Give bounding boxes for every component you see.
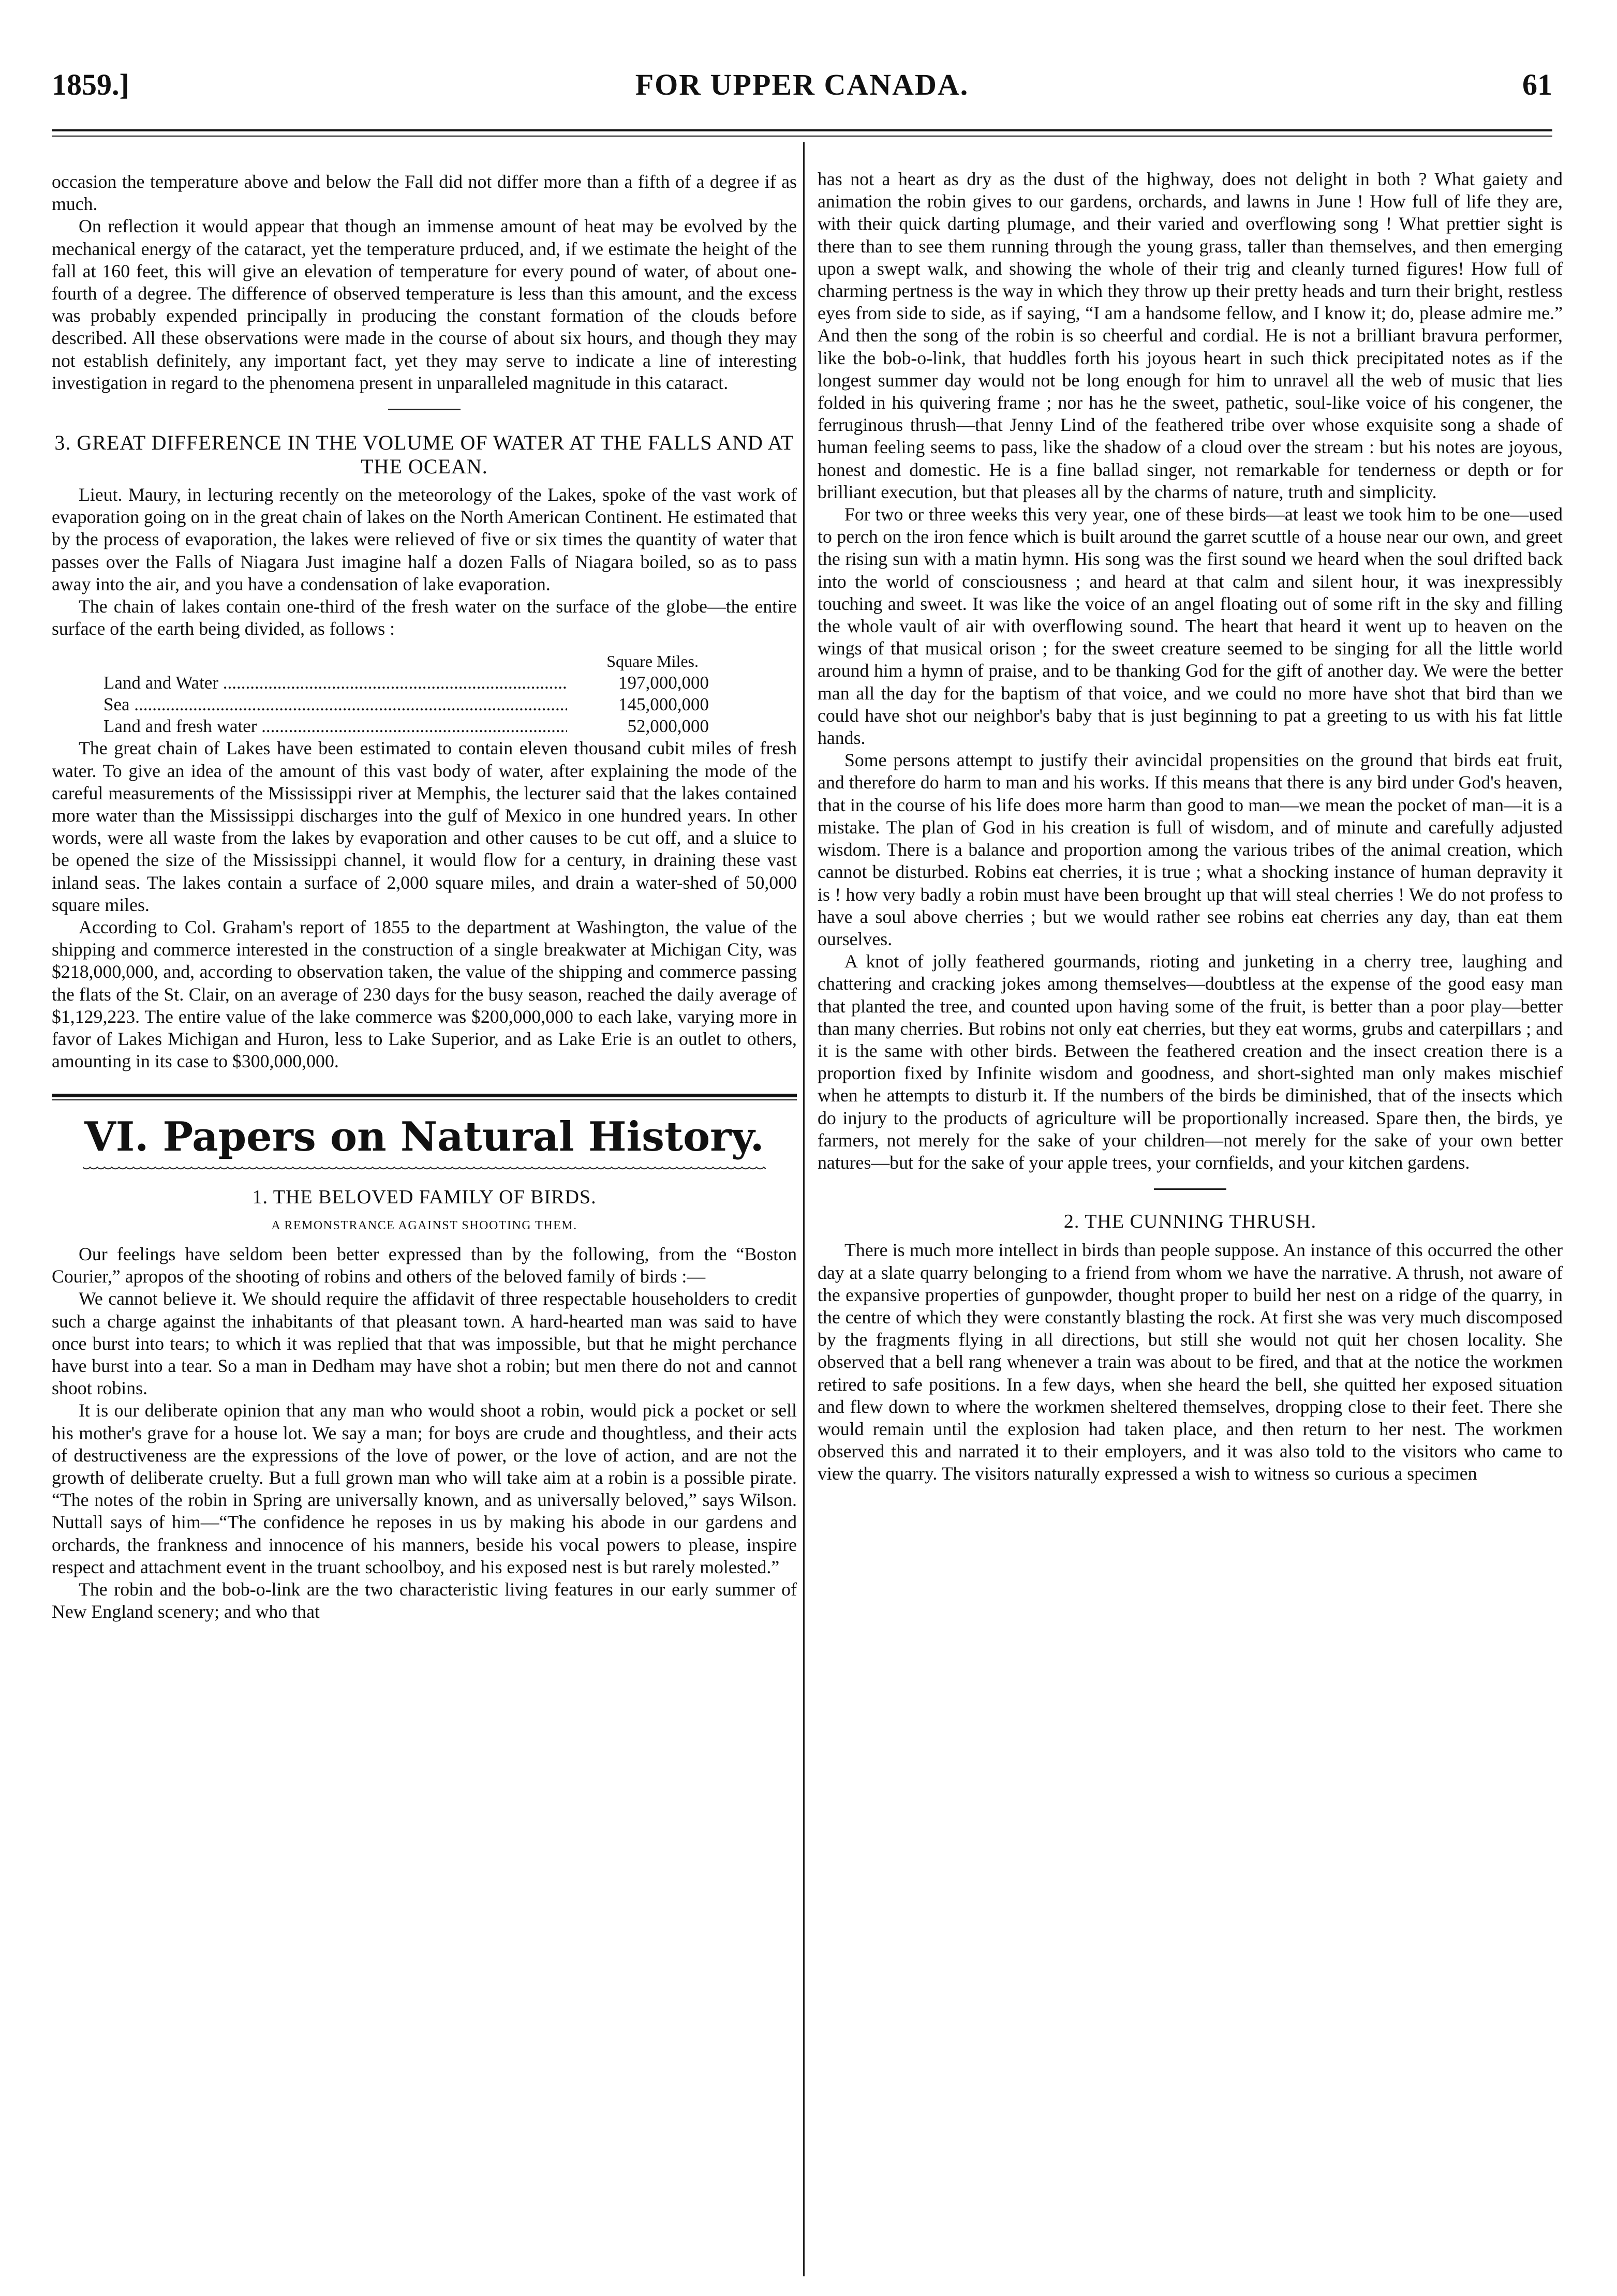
table-row-label: Land and fresh water ..... (103, 715, 567, 737)
paragraph: According to Col. Graham's report of 1855 to the department at Washington, the value of the shipping and commerce interested in the construction of a single breakwater at Michigan City, was $218,000,000, and, according to observation taken, the value of the shipping and commerce passing the flats of the St. Clair, on an average of 230 days for the busy season, reached the daily average of $1,129,223. The entire value of the lake commerce was $200,000,000 to each lake, varying more in favor of Lakes Michigan and Huron, less to Lake Superior, and as Lake Erie is an outlet to others, amounting in its case to $300,000,000. (52, 917, 797, 1072)
header-rule (52, 129, 1552, 131)
header-title: FOR UPPER CANADA. (635, 68, 969, 101)
page-header (52, 67, 1552, 114)
right-column (818, 168, 1563, 2274)
paragraph: There is much more intellect in birds than people suppose. An instance of this occurred the other day at a slate quarry belonging to a friend from whom we have the narrative. A thrush, not aware of the expansive properties of gunpowder, thought proper to build her nest on a ridge of the quarry, in the centre of which they were constantly blasting the rock. At first she was very much discomposed by the fragments flying in all directions, but still she would not quit her chosen locality. She observed that a bell rang whenever a train was about to be fired, and that at the notice the workmen retired to safe positions. In a few days, when she heard the bell, she quitted her exposed situation and flew down to where the workmen sheltered themselves, dropping close to their feet. There she would remain until the explosion had taken place, and then return to her nest. The workmen observed this and narrated it to their employers, and it was also told to the visitors who came to view the quarry. The visitors naturally expressed a wish to witness so curious a specimen (818, 1240, 1563, 1484)
paragraph: Lieut. Maury, in lecturing recently on the meteorology of the Lakes, spoke of the vast work of evaporation going on in the great chain of lakes on the North American Continent. He estimated that by the process of evaporation, the lakes were relieved of five or six times the quantity of water that passes over the Falls of Niagara Just imagine half a dozen Falls of Niagara boiled, so as to pass away into the air, and you have a condensation of lake evaporation. (52, 484, 797, 594)
paragraph: has not a heart as dry as the dust of the highway, does not delight in both ? What gaiety and animation the robin gives to our gardens, orchards, and lawns in June ! How full of life they are, with their quick darting plumage, and their varied and overflowing song ! What prettier sight is there than to see them running through the young grass, taller than themselves, and then emerging upon a swept walk, and showing the whole of their trig and cleanly turned figures! How full of charming pertness is the way in which they throw up their pretty heads and turn their bright, restless eyes from side to side, as if saying, “I am a handsome fellow, and I know it; do, please admire me.” And then the song of the robin is so cheerful and cordial. He is not a brilliant bravura performer, like the bob-o-link, that huddles forth his joyous heart in such thick precipitated notes as if the longest summer day would not be long enough for him to unravel all the web of music that lies folded in his quivering frame ; nor has he the sweet, pathetic, soul-like voice of his congener, the ferruginous thrush—that Jenny Lind of the feathered tribe over whose exquisite song a shade of human feeling seems to pass, like the shadow of a cloud over the stream : but his notes are joyous, honest and domestic. He is a fine ballad singer, not remarkable for tenderness or depth or for brilliant execution, but that pleases all by the charms of nature, truth and simplicity. (818, 169, 1563, 502)
article-heading: 2. THE CUNNING THRUSH. (1063, 1211, 1317, 1233)
section-heading: 3. GREAT DIFFERENCE IN THE VOLUME OF WATER AT THE FALLS AND AT THE OCEAN. (54, 431, 794, 479)
table-row-label: Sea ..... (103, 694, 567, 715)
article-heading: 1. THE BELOVED FAMILY OF BIRDS. (252, 1186, 597, 1208)
wavy-ornament (83, 1166, 766, 1173)
paragraph: We cannot believe it. We should require the affidavit of three respectable householders to credit such a charge against the inhabitants of that pleasant town. A hard-hearted man was said to have once burst into tears; to which it was replied that that was impossible, but that he might perchance have burst into a tear. So a man in Dedham may have shot a robin; but men there do not and cannot shoot robins. (52, 1288, 797, 1399)
table-row (103, 672, 709, 694)
paragraph: For two or three weeks this very year, one of these birds—at least we took him to be one—used to perch on the iron fence which is built around the garret scuttle of a house near our own, and greet the rising sun with a matin hymn. His song was the first sound we heard when the soul drifted back into the world of consciousness ; and heard at that calm and silent hour, it was inexpressibly touching and sweet. It was like the voice of an angel floating out of some rift in the sky and filling the whole vault of air with overflowing sound. The heart that heard it went up to heaven on the wings of that musical orison ; for the sweet creature seemed to be singing for all the little world around him a hymn of praise, and to be thanking God for the gift of another day. We were the better man all the day for the baptism of that voice, and we could no more have shot that bird than we could have shot our neighbor's baby that is just beginning to pat a greeting to us with his fat little hands. (818, 504, 1563, 749)
table-row-value: 52,000,000 (567, 715, 709, 737)
paragraph: It is our deliberate opinion that any man who would shoot a robin, would pick a pocket or sell his mother's grave for a house lot. We say a man; for boys are crude and thoughtless, and their acts of destructiveness are the expressions of the love of power, or the love of action, and are not the growth of deliberate cruelty. But a full grown man who will take aim at a robin is a possible pirate. “The notes of the robin in Spring are universally known, and as universally beloved,” says Wilson. Nuttall says of him—“The confidence he reposes in us by making his abode in our gardens and orchards, the frankness and innocence of his manners, beside his vocal powers to please, inspire respect and attachment event in the truant schoolboy, and his exposed nest is but rarely molested.” (52, 1400, 797, 1577)
paragraph: A knot of jolly feathered gourmands, rioting and junketing in a cherry tree, laughing and chattering and cracking jokes among themselves—doubtless at the expense of the good easy man that planted the tree, and counted upon having some of the fruit, is better than a poor play—better than many cherries. But robins not only eat cherries, but they eat worms, grubs and caterpillars ; and it is the same with other birds. Between the feathered creation and the insect creation there is a proportion fixed by Infinite wisdom and goodness, and short-sighted man only makes mischief when he attempts to disturb it. If the numbers of the birds be diminished, that of the insects which do injury to the products of agriculture will be proportionally increased. Spare then, the birds, ye farmers, not merely for the sake of your children—not merely for the sake of your own better natures—but for the sake of your apple trees, your cornfields, and your kitchen gardens. (818, 951, 1563, 1173)
table-row-label: Land and Water ..... (103, 672, 567, 694)
paragraph: The robin and the bob-o-link are the two characteristic living features in our early summer of New England scenery; and who that (52, 1578, 797, 1622)
table-row (103, 694, 709, 715)
left-column (52, 171, 797, 2271)
paragraph: On reflection it would appear that though an immense amount of heat may be evolved by the mechanical energy of the cataract, yet the temperature prduced, and, if we estimate the height of the fall at 160 feet, this will give an elevation of temperature for every pound of water, of about one-fourth of a degree. The difference of observed temperature is less than this amount, and the excess was probably expended principally in producing the constant formation of the clouds before described. All these observations were made in the course of about six hours, and though they may not establish definitely, any important fact, yet they may serve to indicate a line of interesting investigation in regard to the phenomena present in unparalleled magnitude in this cataract. (52, 216, 797, 393)
header-rule-thin (52, 136, 1552, 137)
area-table (103, 650, 709, 737)
column-divider (803, 142, 805, 2276)
section-rule-thick (52, 1094, 797, 1097)
section-rule-thin (52, 1099, 797, 1100)
section-divider (388, 409, 461, 410)
table-row (103, 715, 709, 737)
paragraph: The great chain of Lakes have been estimated to contain eleven thousand cubit miles of fresh water. To give an idea of the amount of this vast body of water, after explaining the mode of the careful measurements of the Mississippi river at Memphis, the lecturer said that the lakes contained more water than the Mississippi discharges into the gulf of Mexico in one hundred years. In other words, were all waste from the lakes by evaporation and other causes to be cut off, and a sluice to be opened the size of the Mississippi channel, it would flow for a century, in draining these vast inland seas. The lakes contain a surface of 2,000 square miles, and drain a water-shed of 50,000 square miles. (52, 738, 797, 915)
table-header: Square Miles. (606, 652, 699, 671)
paragraph: The chain of lakes contain one-third of the fresh water on the surface of the globe—the entire surface of the earth being divided, as follows : (52, 596, 797, 639)
header-page-number: 61 (1522, 68, 1552, 101)
table-row-value: 197,000,000 (567, 672, 709, 694)
paragraph: occasion the temperature above and below the Fall did not differ more than a fifth of a degree if as much. (52, 171, 797, 215)
paragraph: Some persons attempt to justify their avincidal propensities on the ground that birds eat fruit, and therefore do harm to man and his works. If this means that there is any bird under God's heaven, that in the course of his life does more harm than good to man—we mean the pocket of man—it is a mistake. The plan of God in his creation is full of wisdom, and of minute and carefully adjusted wisdom. There is a balance and proportion among the various tribes of the animal creation, which cannot be disturbed. Robins eat cherries, it is true ; what a shocking instance of human depravity it is ! how very badly a robin must have been brought up that will steal cherries ! We do not profess to have a soul above cherries ; but we would rather see robins eat cherries any day, than eat them ourselves. (818, 750, 1563, 949)
paragraph: Our feelings have seldom been better expressed than by the following, from the “Boston Courier,” apropos of the shooting of robins and others of the beloved family of birds :— (52, 1243, 797, 1287)
natural-history-heading: VI. Papers on Natural History. (84, 1113, 764, 1160)
table-row-value: 145,000,000 (567, 694, 709, 715)
header-year: 1859.] (52, 68, 129, 101)
section-divider (1154, 1188, 1226, 1190)
article-subheading: A REMONSTRANCE AGAINST SHOOTING THEM. (271, 1218, 577, 1232)
